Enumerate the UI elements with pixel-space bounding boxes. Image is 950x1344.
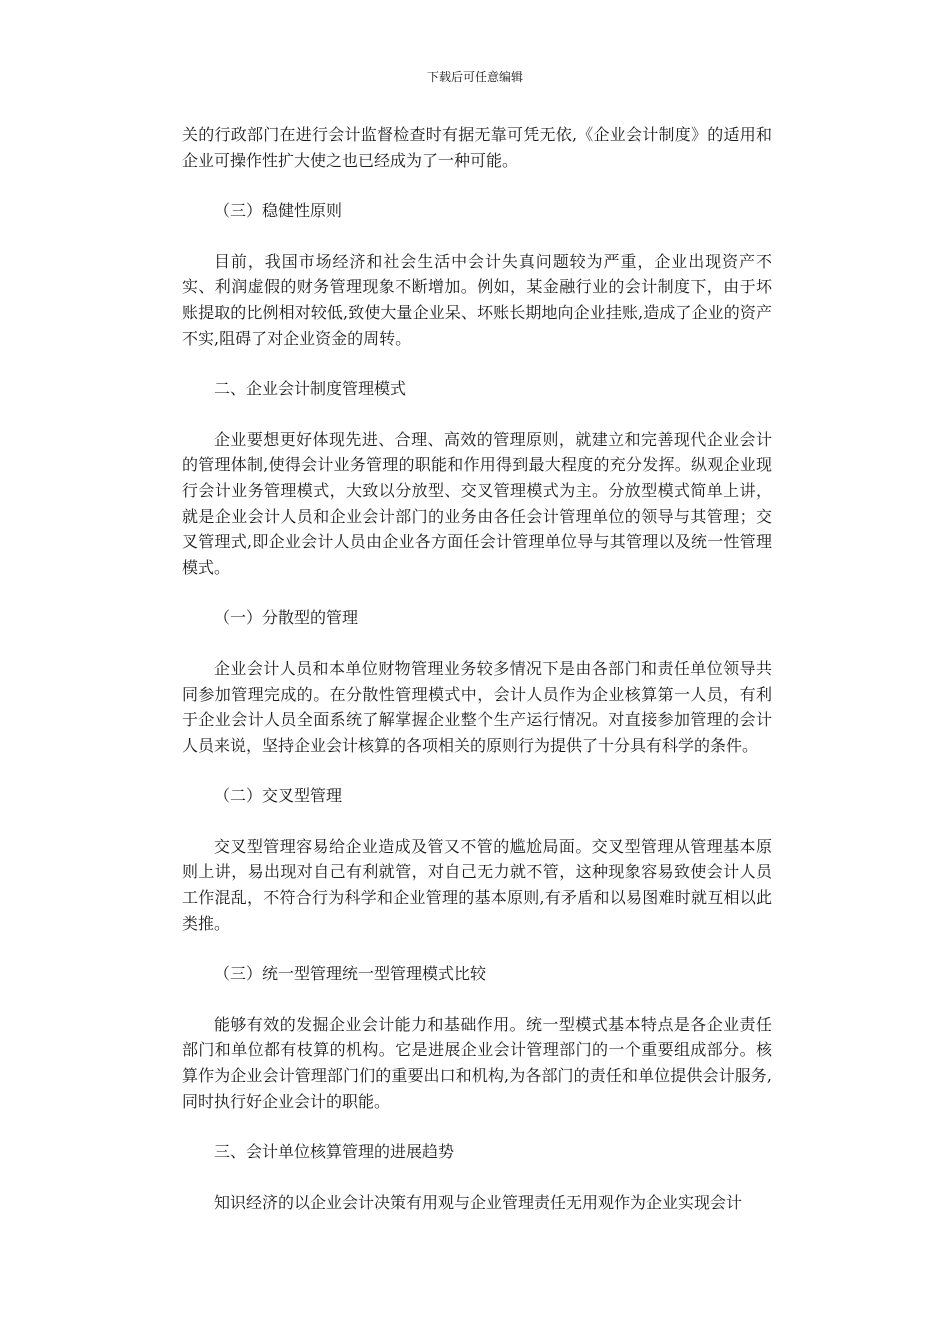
section-heading-cross: （二）交叉型管理 [214, 786, 343, 806]
paragraph-gap [182, 1165, 772, 1190]
paragraph-decentralized: 企业会计人员和本单位财物管理业务较多情况下是由各部门和责任单位领导共同参加管理完成的。在分散性管理模式中，会计人员作为企业核算第一人员，有利于企业会计人员全面系统了解掌握企业整个生产运行情况。对直接参加管理的会计人员来说，坚持企业会计核算的各项相关的原则行为提供了十分具有科学的条件。 [182, 658, 772, 755]
paragraph-gap [182, 224, 772, 249]
paragraph-gap [182, 631, 772, 656]
paragraph-gap [182, 173, 772, 198]
paragraph-management-mode: 企业要想更好体现先进、合理、高效的管理原则，就建立和完善现代企业会计的管理体制,使得会计业务管理的职能和作用得到最大程度的充分发挥。纵观企业现行会计业务管理模式，大致以分放型、交叉管理模式为主。分放型模式简单上讲，就是企业会计人员和企业会计部门的业务由各任会计管理单位的领导与其管理；交叉管理式,即企业会计人员由企业各方面任会计管理单位导与其管理以及统一性管理模式。 [182, 429, 772, 577]
paragraph-gap [182, 351, 772, 376]
section-heading-decentralized: （一）分散型的管理 [214, 608, 359, 628]
paragraph-gap [182, 987, 772, 1012]
paragraph-continuation: 关的行政部门在进行会计监督检查时有据无靠可凭无依,《企业会计制度》的适用和企业可操作性扩大使之也已经成为了一种可能。 [182, 125, 772, 170]
section-heading-trend: 三、会计单位核算管理的进展趋势 [214, 1142, 455, 1162]
section-heading-management-mode: 二、企业会计制度管理模式 [214, 379, 407, 399]
paragraph-gap [182, 809, 772, 834]
document-body [182, 122, 772, 1215]
paragraph-gap [182, 402, 772, 427]
paragraph-unified: 能够有效的发掘企业会计能力和基础作用。统一型模式基本特点是各企业责任部门和单位都有枝算的机构。它是进展企业会计管理部门的一个重要组成部分。核算作为企业会计管理部门们的重要出口和机构,为各部门的责任和单位提供会计服务,同时执行好企业会计的职能。 [182, 1014, 772, 1111]
paragraph-gap [182, 1114, 772, 1139]
page-header: 下载后可任意编辑 [426, 70, 523, 84]
section-heading-prudence: （三）稳健性原则 [214, 201, 343, 221]
paragraph-gap [182, 580, 772, 605]
paragraph-prudence: 目前，我国市场经济和社会生活中会计失真问题较为严重，企业出现资产不实、利润虚假的财务管理现象不断增加。例如，某金融行业的会计制度下，由于坏账提取的比例相对较低,致使大量企业呆、坏账长期地向企业挂账,造成了企业的资产不实,阻碍了对企业资金的周转。 [182, 251, 772, 348]
section-heading-unified: （三）统一型管理统一型管理模式比较 [214, 964, 487, 984]
paragraph-gap [182, 936, 772, 961]
paragraph-gap [182, 758, 772, 783]
paragraph-cross: 交叉型管理容易给企业造成及管又不管的尴尬局面。交叉型管理从管理基本原则上讲，易出现对自己有利就管，对自己无力就不管，这种现象容易致使会计人员工作混乱，不符合行为科学和企业管理的基本原则,有矛盾和以易图难时就互相以此类推。 [182, 836, 772, 933]
paragraph-trend: 知识经济的以企业会计决策有用观与企业管理责任无用观作为企业实现会计 [214, 1192, 743, 1212]
